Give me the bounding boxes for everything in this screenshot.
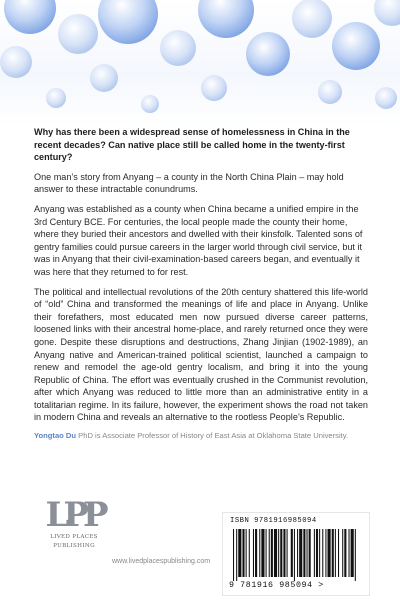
- barcode-bar: [261, 529, 264, 577]
- barcode-bar: [255, 529, 257, 577]
- author-bio: [34, 431, 368, 441]
- barcode-bar: [278, 529, 279, 577]
- barcode-bar: [269, 529, 270, 577]
- isbn-barcode: [222, 512, 370, 596]
- barcode-bar: [233, 529, 234, 581]
- barcode-bar: [246, 529, 247, 577]
- barcode-bar: [294, 529, 295, 581]
- barcode-bar: [314, 529, 315, 577]
- paragraph-revolution: The political and intellectual revolutions of the 20th century shattered this life-world of “old” China and transformed the meanings of life and place in Anyang. Unlike their forefathers, most educated men now pursued diverse career patterns, loosened links with their ancestral home-place, and rarely returned once they were gone. Despite these disruptions and destructions, Zhang Jinjian (1902-1989), an Anyang native and American-trained political scientist, launched a campaign to renew and remodel the age-old gentry localism, and bring it into the young Republic of China. The effort was eventually crushed in the Communist revolution, after which Anyang was reduced to little more than an administrative entity in a totalitarian regime. In its failure, however, the experiment shows the road not taken in modern China and reveals an alternative to the rootless People’s Republic.: [34, 286, 368, 423]
- paragraph-history: Anyang was established as a county when China became a unified empire in the 3rd Century BCE. For centuries, the local people made the county their home, where they buried their ancestors and dwelled with their kinsfolk. Talented sons of gentry families could pursue careers in the larger world through civil service, but it was in Anyang that their civil-examination-based careers began, and eventually it was here that they returned to for rest.: [34, 203, 363, 277]
- barcode-bar: [328, 529, 331, 577]
- barcode-bar: [242, 529, 244, 577]
- publisher-logo-mark: LPP: [45, 495, 103, 535]
- barcode-bar: [266, 529, 267, 577]
- barcode-bar: [309, 529, 311, 577]
- barcode-bar: [338, 529, 339, 577]
- barcode-bar: [297, 529, 298, 577]
- publisher-logo: [44, 495, 104, 550]
- barcode-bar: [249, 529, 250, 577]
- barcode-bar: [303, 529, 305, 577]
- barcode-bar: [280, 529, 282, 577]
- bubbles-illustration: [0, 0, 400, 125]
- barcode-bar: [271, 529, 273, 577]
- barcode-bar: [259, 529, 260, 577]
- publisher-name-line2: PUBLISHING: [53, 543, 95, 549]
- barcode-bar: [335, 529, 336, 577]
- barcode-bar: [342, 529, 343, 577]
- barcode-bars: [231, 529, 361, 581]
- bubble-header-artwork: [0, 0, 400, 125]
- barcode-bar: [332, 529, 334, 577]
- barcode-bar: [236, 529, 237, 581]
- publisher-url[interactable]: www.livedplacespublishing.com: [112, 558, 211, 565]
- barcode-bar: [291, 529, 293, 577]
- barcode-bar: [238, 529, 241, 577]
- barcode-bar: [355, 529, 356, 581]
- isbn-label: ISBN 9781916985094: [230, 517, 317, 525]
- publisher-name-line1: LIVED PLACES: [50, 534, 98, 540]
- barcode-bar: [344, 529, 346, 577]
- lead-question: Why has there been a widespread sense of homelessness in China in the recent decades? Can native place still be called home in the twenty-first century?: [34, 127, 350, 163]
- barcode-bar: [322, 529, 323, 577]
- back-cover-text: [34, 126, 368, 441]
- barcode-bar: [351, 529, 354, 577]
- barcode-bar: [274, 529, 277, 577]
- barcode-bar: [349, 529, 350, 577]
- barcode-bar: [319, 529, 320, 577]
- barcode-bar: [299, 529, 302, 577]
- barcode-bar: [325, 529, 326, 577]
- barcode-bar: [253, 529, 254, 577]
- barcode-bar: [287, 529, 288, 577]
- barcode-digits: 9 781916 985094 >: [229, 581, 324, 590]
- barcode-bar: [283, 529, 285, 577]
- barcode-bar: [307, 529, 308, 577]
- barcode-bar: [316, 529, 318, 577]
- author-name: Yongtao Du: [34, 431, 77, 441]
- author-bio-text: PhD is Associate Professor of History of East Asia at Oklahoma State University.: [76, 431, 349, 441]
- paragraph-intro: One man’s story from Anyang – a county in the North China Plain – may hold answer to these intractable conundrums.: [34, 171, 344, 195]
